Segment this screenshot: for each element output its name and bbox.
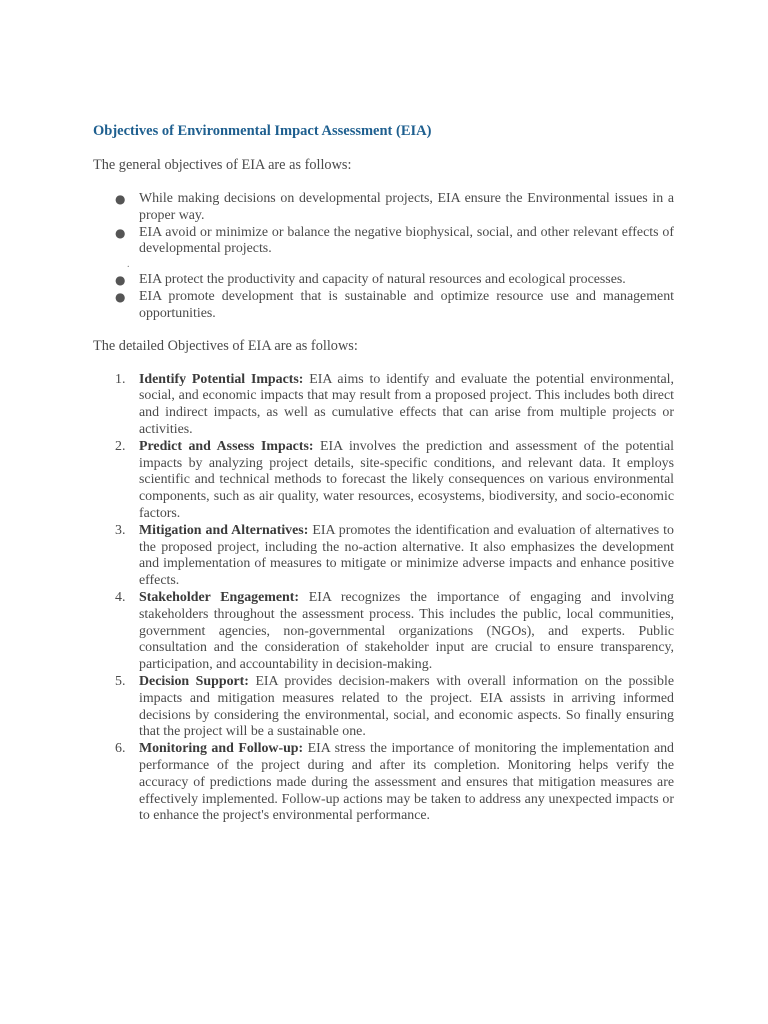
item-heading: Identify Potential Impacts: bbox=[139, 371, 304, 387]
bullet-icon: ● bbox=[115, 289, 126, 304]
bullet-text: EIA promote development that is sustainable and optimize resource use and management opportunities. bbox=[139, 288, 674, 321]
item-number: 5. bbox=[115, 673, 126, 689]
list-item bbox=[93, 225, 674, 259]
bullet-icon: ● bbox=[115, 192, 126, 206]
list-item bbox=[93, 590, 674, 674]
item-text: EIA recognizes the importance of engaging and involving stakeholders throughout the assessment process. This includes the public, local communities, government agencies, non-governmental organizations (NGOs), and experts. Public consultation and the consideration of stakeholder input are crucial to ensure transparency, participation, and accountability in decision-making. bbox=[139, 589, 674, 673]
bullet-icon: ● bbox=[115, 273, 126, 288]
document-page bbox=[93, 122, 674, 825]
bullet-text: While making decisions on developmental projects, EIA ensure the Environmental issues in a proper way. bbox=[139, 191, 674, 223]
bullet-text: EIA protect the productivity and capacity of natural resources and ecological processes. bbox=[139, 272, 626, 288]
list-item bbox=[93, 741, 674, 825]
item-number: 3. bbox=[115, 522, 126, 538]
item-heading: Mitigation and Alternatives: bbox=[139, 522, 309, 538]
list-item bbox=[93, 289, 674, 323]
item-heading: Decision Support: bbox=[139, 673, 249, 689]
item-number: 6. bbox=[115, 741, 126, 757]
item-number: 4. bbox=[115, 589, 126, 605]
item-text: EIA stress the importance of monitoring the implementation and performance of the project during and after its completion. Monitoring helps verify the accuracy of predictions made during the assessment and ensures that mitigation measures are effectively implemented. Follow-up actions may be taken to address any unexpected impacts or to enhance the project's environmental performance. bbox=[139, 741, 675, 824]
list-item bbox=[93, 439, 674, 523]
list-item bbox=[93, 523, 674, 590]
general-objectives-list bbox=[93, 191, 674, 258]
item-text: EIA aims to identify and evaluate the potential environmental, social, and economic impacts that may result from a proposed project. This includes both direct and indirect impacts, as well as cumulative effects that can arise from multiple projects or activities. bbox=[139, 371, 674, 437]
list-item bbox=[93, 372, 674, 439]
bullet-text: EIA avoid or minimize or balance the negative biophysical, social, and other relevant effects of developmental projects. bbox=[139, 224, 674, 257]
item-text: EIA promotes the identification and evaluation of alternatives to the proposed project, including the no-action alternative. It also emphasizes the development and implementation of measures to mitigate or minimize adverse impacts and enhance positive effects. bbox=[139, 522, 674, 589]
general-objectives-list-cont bbox=[93, 272, 674, 322]
detailed-objectives-intro: The detailed Objectives of EIA are as follows: bbox=[93, 337, 358, 354]
document-title: Objectives of Environmental Impact Assessment (EIA) bbox=[93, 123, 432, 139]
item-heading: Predict and Assess Impacts: bbox=[139, 438, 314, 454]
general-objectives-intro: The general objectives of EIA are as follows: bbox=[93, 157, 352, 173]
list-item bbox=[93, 674, 674, 741]
item-number: 2. bbox=[115, 438, 126, 454]
item-text: EIA provides decision-makers with overall information on the possible impacts and mitigation measures related to the project. EIA assists in arriving informed decisions by considering the environmental, social, and economic aspects. So finally ensuring that the project will be a sustainable one. bbox=[139, 673, 674, 740]
stray-mark: . bbox=[127, 259, 130, 271]
item-heading: Stakeholder Engagement: bbox=[139, 589, 299, 605]
item-text: EIA involves the prediction and assessment of the potential impacts by analyzing project details, site-specific conditions, and relevant data. It employs scientific and technical methods to forecast the likely consequences on various environmental components, such as air quality, water resources, ecosystems, biodiversity, and socio-economic factors. bbox=[139, 438, 674, 521]
bullet-icon: ● bbox=[115, 225, 126, 240]
list-item bbox=[93, 191, 674, 225]
detailed-objectives-list bbox=[93, 372, 674, 826]
item-heading: Monitoring and Follow-up: bbox=[139, 741, 304, 757]
item-number: 1. bbox=[115, 371, 126, 387]
list-item bbox=[93, 272, 674, 289]
